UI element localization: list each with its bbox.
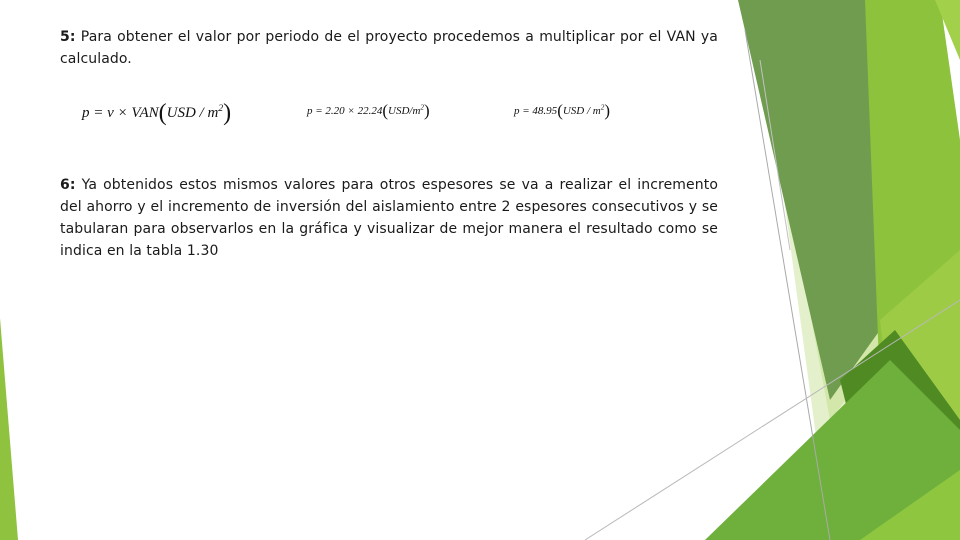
formula-general-unit: USD / m [166,105,219,121]
formula-substituted-exp: 2 [420,103,424,112]
paragraph-5 [60,26,718,70]
paragraph-6 [60,174,718,262]
formula-general: $p = v \times VAN(USD / m^2)$ [82,100,232,126]
step-number-5: 5: [60,29,76,45]
formula-result-unit: USD / m [562,105,601,117]
formula-substituted: $p = 2.20 \times 22.24(USD/m^2)$ [307,101,430,120]
formula-substituted-unit: USD/m [388,105,421,117]
formula-result-exp: 2 [600,103,605,112]
left-facet [0,318,18,540]
formula-result: $p = 48.95(USD / m^2)$ [514,101,610,120]
formula-result-lhs: p = 48.95 [514,105,558,117]
formula-general-exp: 2 [218,103,224,114]
formula-substituted-lhs: p = 2.20 × 22.24 [307,105,383,117]
paragraph-5-text: Para obtener el valor por periodo de el proyecto procedemos a multiplicar por el VAN ya calculado. [60,29,718,67]
paragraph-6-text: Ya obtenidos estos mismos valores para otros espesores se va a realizar el incremento del ahorro y el incremento de inversión del aislamiento entre 2 espesores consecutivos y se tabularan para observarlos en la gráfica y visualizar de mejor manera el resultado como se indica en la tabla 1.30 [60,177,718,259]
formula-general-lhs: p = v × VAN [82,105,159,121]
step-number-6: 6: [60,177,76,193]
